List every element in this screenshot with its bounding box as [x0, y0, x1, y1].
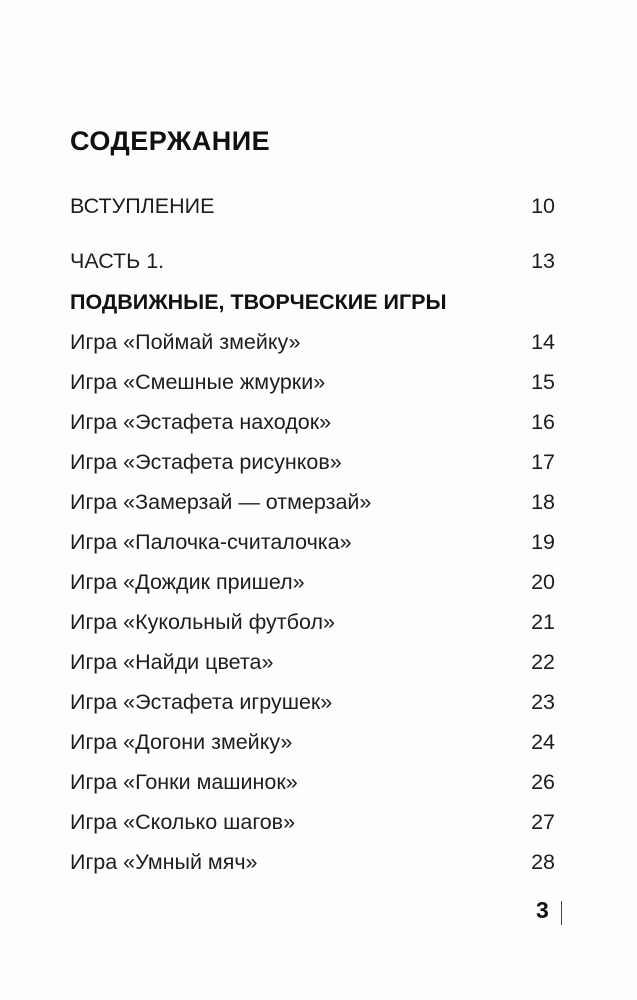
- toc-entry: [70, 650, 555, 686]
- toc-entry-page: 24: [531, 730, 555, 754]
- toc-entry-label: Игра «Найди цвета»: [70, 650, 274, 674]
- toc-entry-page: 17: [531, 450, 555, 474]
- toc-entry: [70, 410, 555, 446]
- toc-entry-label: Игра «Палочка-считалочка»: [70, 530, 352, 554]
- toc-entry-label: Игра «Эстафета рисунков»: [70, 450, 342, 474]
- page-number: 3: [536, 897, 549, 923]
- toc-entry-label: Игра «Эстафета находок»: [70, 410, 332, 434]
- section-heading: ПОДВИЖНЫЕ, ТВОРЧЕСКИЕ ИГРЫ: [70, 290, 447, 314]
- toc-entry: [70, 770, 555, 806]
- toc-entry: [70, 730, 555, 766]
- toc-entry: [70, 690, 555, 726]
- toc-entry-page: 10: [531, 194, 555, 218]
- toc-entry-label: Игра «Поймай змейку»: [70, 330, 301, 354]
- toc-entry-page: 28: [531, 850, 555, 874]
- toc-entry: [70, 810, 555, 846]
- toc-entry-page: 15: [531, 370, 555, 394]
- toc-entry-page: 19: [531, 530, 555, 554]
- toc-entry-label: Игра «Смешные жмурки»: [70, 370, 326, 394]
- toc-entry-label: Игра «Сколько шагов»: [70, 810, 296, 834]
- toc-entry-page: 20: [531, 570, 555, 594]
- toc-entry-page: 22: [531, 650, 555, 674]
- toc-entry-page: 18: [531, 490, 555, 514]
- page-title: СОДЕРЖАНИЕ: [70, 126, 271, 156]
- toc-entry-label: Игра «Дождик пришел»: [70, 570, 305, 594]
- toc-entry: [70, 450, 555, 486]
- toc-entry-label: ЧАСТЬ 1.: [70, 249, 165, 273]
- toc-entry-intro: [70, 194, 555, 230]
- toc-entry-page: 21: [531, 610, 555, 634]
- toc-entry: [70, 610, 555, 646]
- toc-entry-page: 26: [531, 770, 555, 794]
- toc-entry-label: Игра «Гонки машинок»: [70, 770, 298, 794]
- toc-entry-part: [70, 249, 555, 285]
- toc-entry-label: Игра «Замерзай — отмерзай»: [70, 490, 372, 514]
- toc-entry: [70, 850, 555, 886]
- toc-entry-page: 16: [531, 410, 555, 434]
- toc-entry-page: 14: [531, 330, 555, 354]
- toc-entry: [70, 370, 555, 406]
- toc-entry-label: Игра «Кукольный футбол»: [70, 610, 335, 634]
- toc-entry-page: 23: [531, 690, 555, 714]
- page-number-divider: [561, 901, 562, 925]
- toc-entry-label: ВСТУПЛЕНИЕ: [70, 194, 215, 218]
- toc-entry: [70, 490, 555, 526]
- toc-entry-label: Игра «Догони змейку»: [70, 730, 293, 754]
- toc-entry-page: 13: [531, 249, 555, 273]
- toc-entry: [70, 330, 555, 366]
- toc-entry-label: Игра «Эстафета игрушек»: [70, 690, 333, 714]
- toc-entry-label: Игра «Умный мяч»: [70, 850, 258, 874]
- toc-entry-page: 27: [531, 810, 555, 834]
- toc-entry: [70, 570, 555, 606]
- toc-entry: [70, 530, 555, 566]
